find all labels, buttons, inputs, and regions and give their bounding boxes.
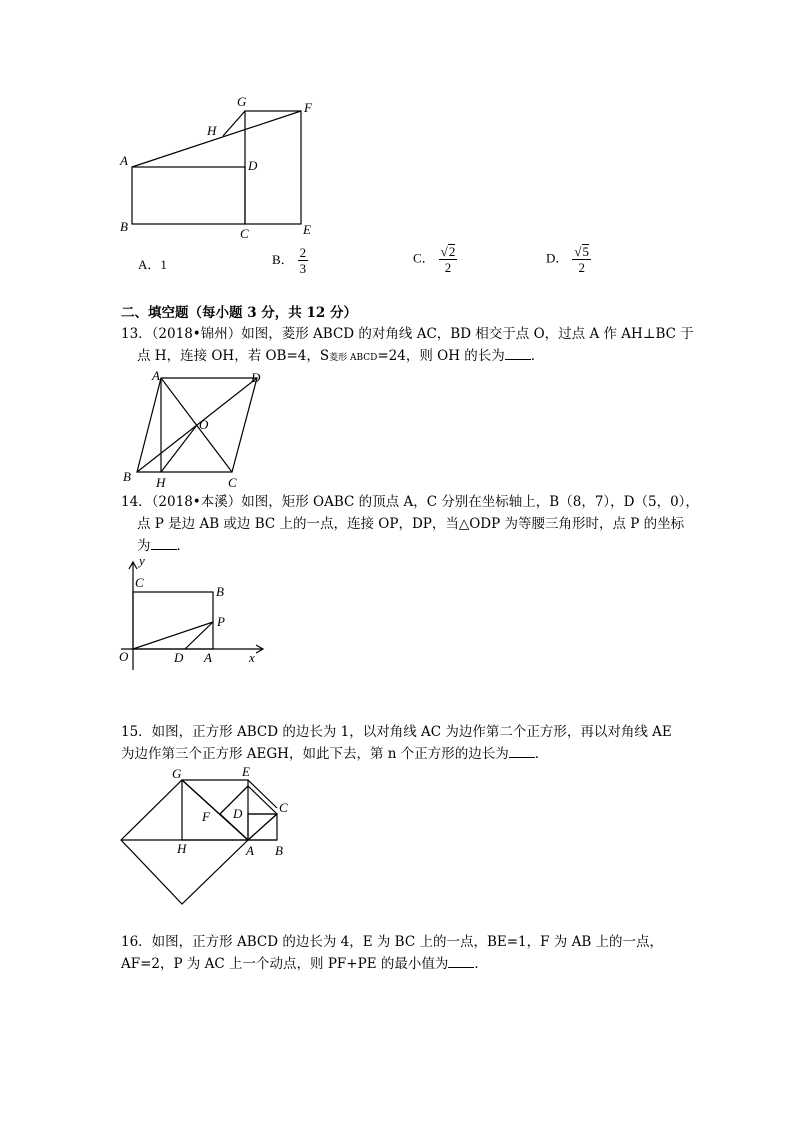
section-title: 二、填空题（每小题 3 分，共 12 分） — [121, 305, 357, 321]
label-c: C — [240, 226, 249, 241]
label-h: H — [177, 841, 187, 856]
option-c[interactable] — [413, 244, 457, 275]
q16-line2-end: ． — [474, 956, 488, 972]
q15-answer-blank[interactable] — [509, 744, 535, 758]
option-b-numerator: 2 — [299, 245, 307, 260]
label-y: y — [139, 553, 145, 568]
label-h: H — [207, 123, 217, 138]
figure-q14 — [113, 550, 273, 678]
figure-q12 — [110, 92, 330, 244]
figure-q13 — [118, 366, 278, 490]
option-d[interactable] — [546, 244, 591, 275]
q16-line1: 16．如图，正方形 ABCD 的边长为 4，E 为 BC 上的一点，BE=1，F 为 AB 上的一点， — [121, 934, 664, 950]
label-f: F — [202, 809, 210, 824]
option-c-radicand: 2 — [448, 244, 456, 259]
label-o: O — [199, 417, 209, 432]
label-d: D — [248, 158, 258, 173]
q13-line2-end: ． — [530, 348, 545, 364]
label-b: B — [120, 219, 128, 234]
q15-line2-text: 为边作第三个正方形 AEGH，如此下去，第 n 个正方形的边长为 — [121, 746, 509, 762]
option-d-denominator: 2 — [578, 260, 585, 275]
label-a: A — [120, 153, 128, 168]
rectangle-oabc — [133, 592, 213, 649]
label-g: G — [237, 94, 247, 109]
label-e: E — [303, 222, 311, 237]
label-b: B — [216, 584, 224, 599]
label-f: F — [304, 100, 312, 115]
label-c: C — [279, 800, 288, 815]
option-c-numerator — [439, 244, 458, 260]
figure-q15 — [116, 764, 306, 910]
label-d: D — [233, 806, 243, 821]
q16-line2 — [121, 953, 488, 975]
option-a-value: 1 — [160, 257, 167, 272]
line-gh — [223, 111, 245, 136]
q15-line2-end: ． — [534, 746, 549, 762]
q14-line3-text: 为 — [137, 538, 151, 554]
label-x: x — [249, 650, 255, 665]
option-b-prefix: B． — [272, 251, 294, 267]
label-c: C — [228, 475, 237, 490]
option-a-prefix: A． — [138, 257, 161, 272]
line-af — [132, 111, 301, 167]
q16-answer-blank[interactable] — [448, 954, 474, 968]
option-c-fraction — [439, 244, 458, 275]
q13-line2-text: 点 H，连接 OH，若 OB=4，S — [137, 348, 330, 364]
label-d: D — [251, 370, 261, 385]
q14-line2: 点 P 是边 AB 或边 BC 上的一点，连接 OP，DP，当△ODP 为等腰三角形时，点 P 的坐标 — [137, 516, 685, 532]
label-c: C — [135, 575, 144, 590]
square-abcd — [132, 167, 245, 224]
option-c-prefix: C． — [413, 250, 435, 266]
q13-line2-text-b: =24，则 OH 的长为 — [377, 348, 505, 364]
option-c-denominator: 2 — [444, 260, 452, 275]
option-d-fraction — [572, 244, 591, 275]
label-g: G — [172, 766, 182, 781]
label-d: D — [174, 650, 184, 665]
label-e: E — [242, 764, 250, 779]
option-d-radicand: 5 — [582, 244, 590, 259]
option-d-prefix: D． — [546, 250, 569, 266]
label-b: B — [123, 469, 131, 484]
q15-line1: 15．如图，正方形 ABCD 的边长为 1，以对角线 AC 为边作第二个正方形，再以对角线 AE — [121, 724, 672, 740]
q13-area-subscript: 菱形 ABCD — [329, 353, 378, 363]
sqrt-symbol: √ — [440, 244, 448, 259]
option-d-numerator — [572, 244, 591, 260]
q16-line2-text: AF=2，P 为 AC 上一个动点，则 PF+PE 的最小值为 — [121, 956, 449, 972]
label-a: A — [152, 368, 160, 383]
q13-answer-blank[interactable] — [505, 346, 531, 360]
label-h: H — [156, 475, 166, 490]
segment-op — [133, 622, 213, 649]
label-b: B — [275, 843, 283, 858]
label-p: P — [217, 614, 225, 629]
segment-dp — [185, 622, 213, 649]
q15-line2 — [121, 743, 548, 765]
label-o: O — [119, 649, 129, 664]
option-a[interactable] — [138, 254, 167, 273]
line-ec — [248, 780, 277, 808]
q14-answer-blank[interactable] — [151, 536, 177, 550]
label-a: A — [204, 650, 212, 665]
option-b-fraction — [298, 246, 309, 276]
label-a: A — [246, 843, 254, 858]
q14-line1: 14．（2018•本溪）如图，矩形 OABC 的顶点 A，C 分别在坐标轴上，B（8，7），D（5，0）， — [121, 494, 699, 510]
q14-line3-end: ． — [176, 538, 190, 554]
sqrt-symbol: √ — [574, 244, 582, 259]
option-b[interactable] — [272, 246, 308, 276]
option-b-denominator: 3 — [299, 261, 307, 276]
q13-line1: 13．（2018•锦州）如图，菱形 ABCD 的对角线 AC，BD 相交于点 O，过点 A 作 AH⊥BC 于 — [121, 326, 694, 342]
